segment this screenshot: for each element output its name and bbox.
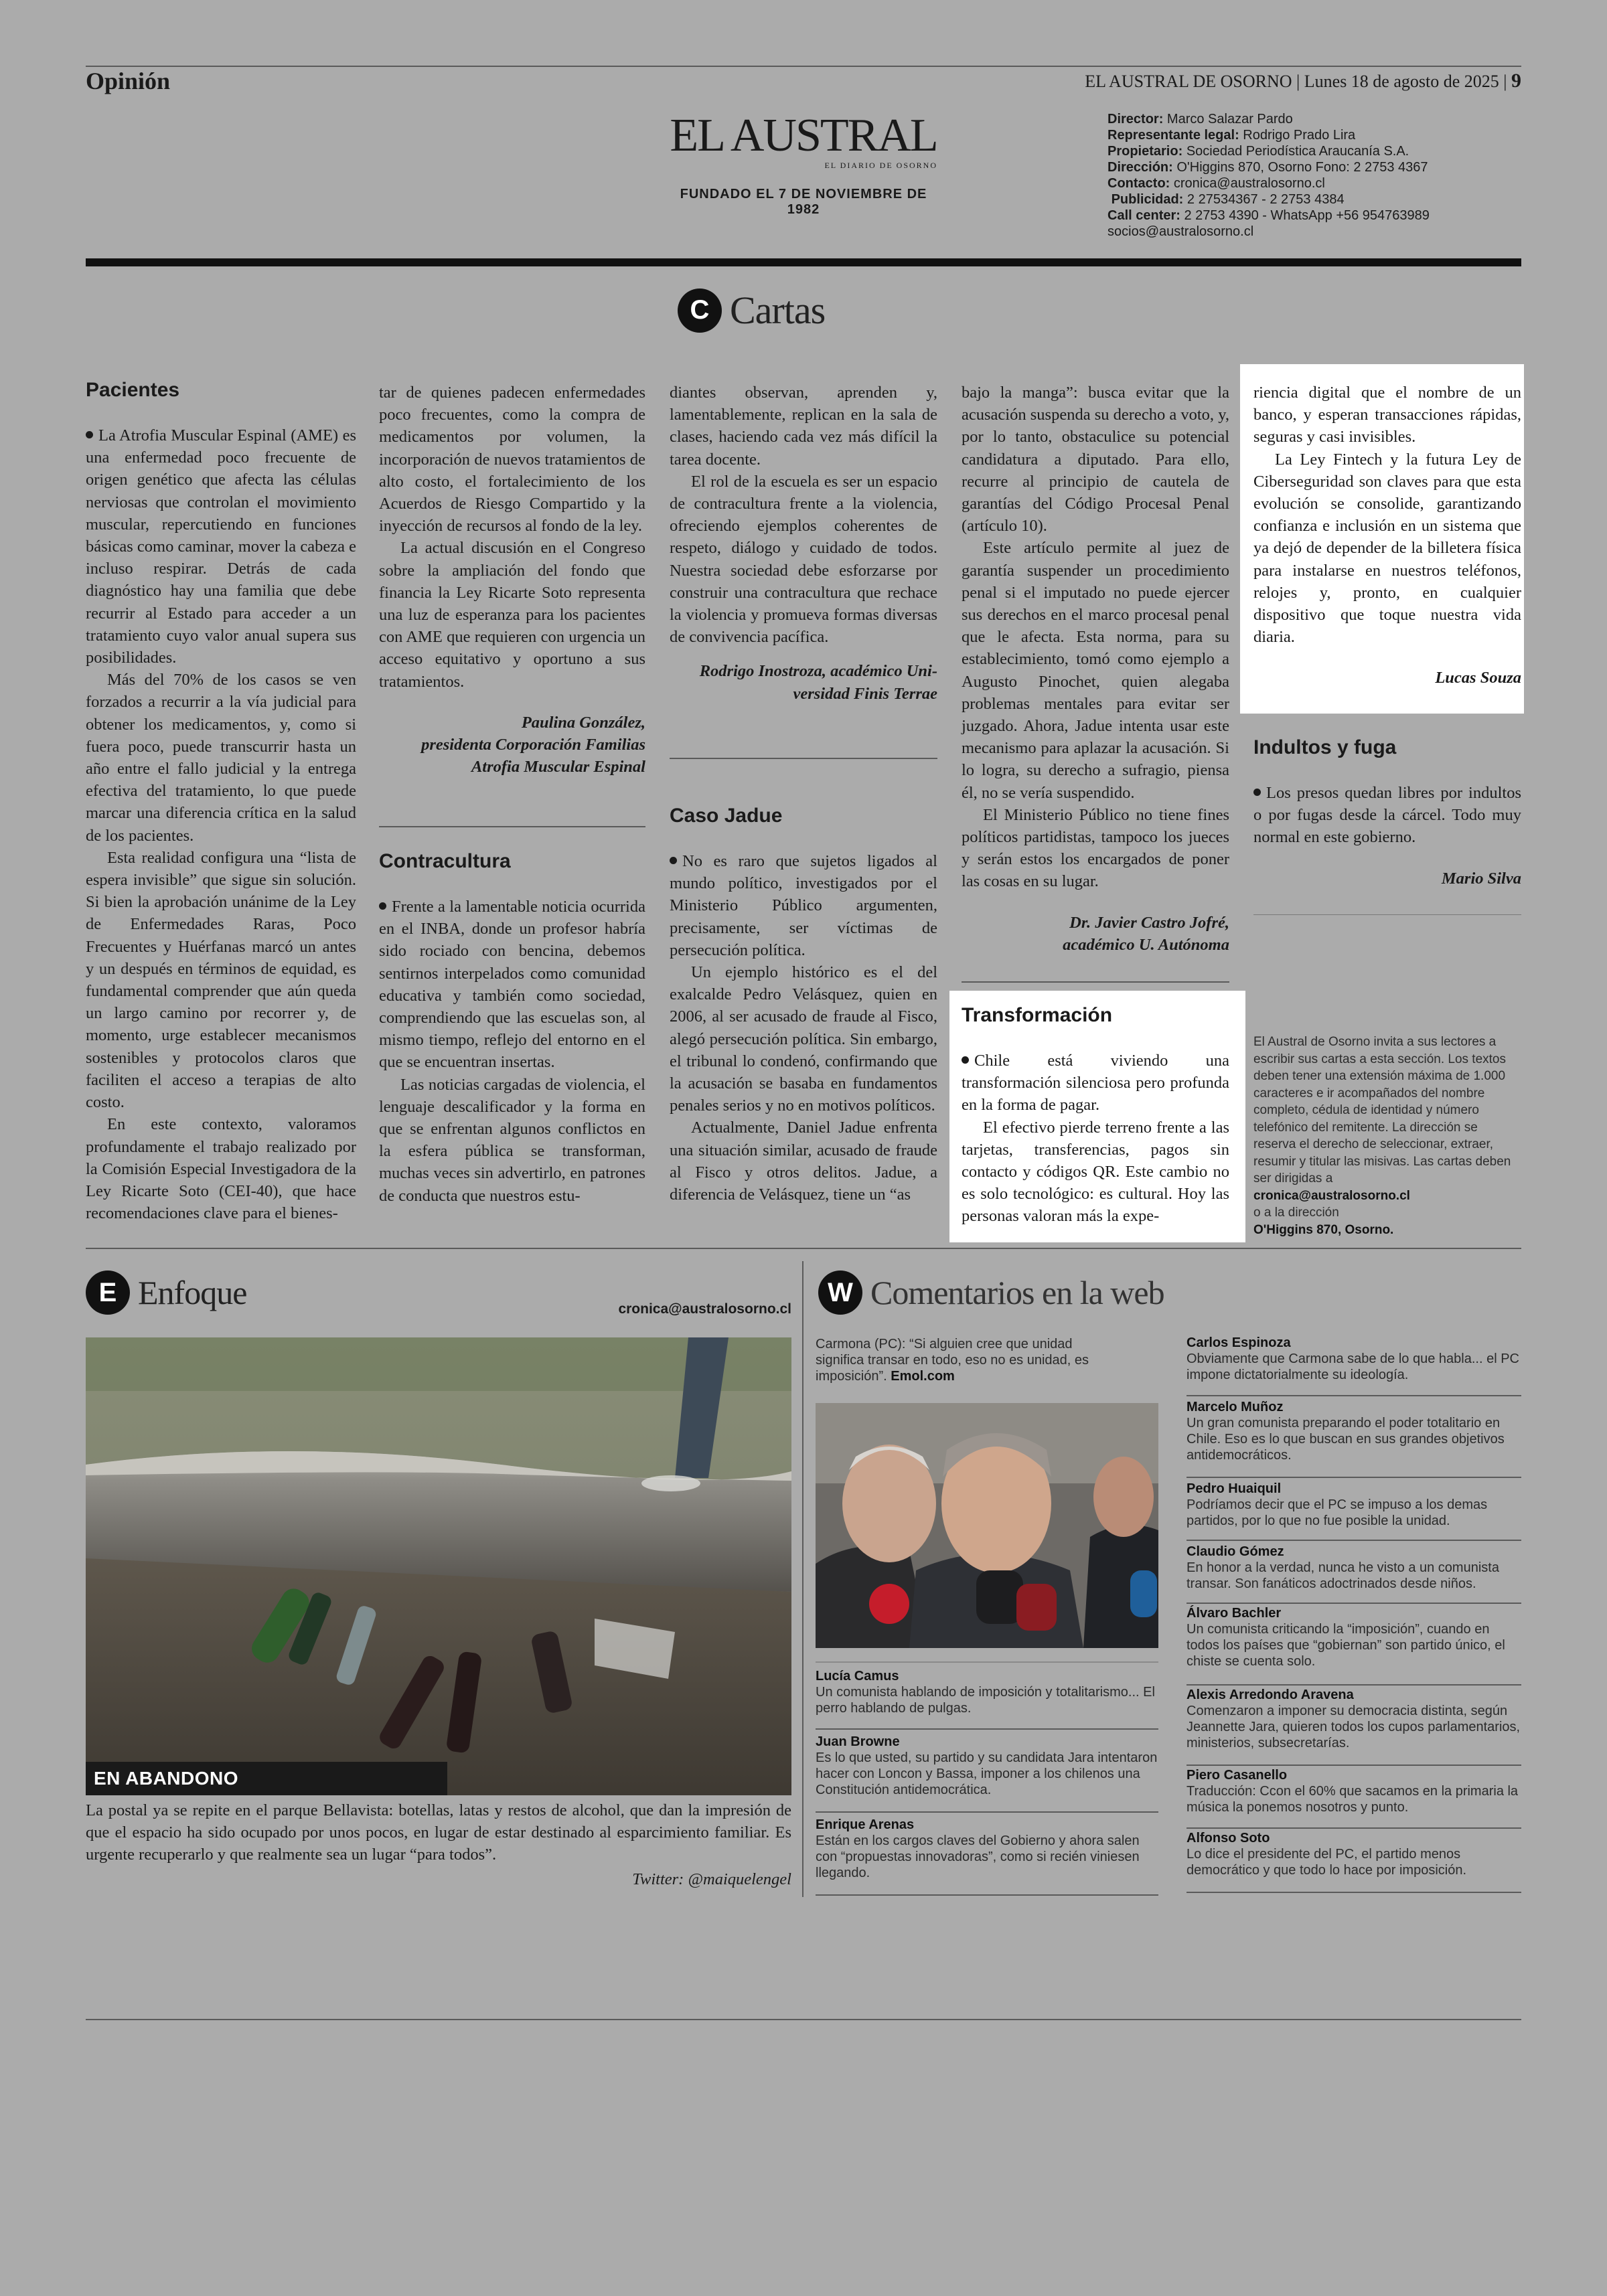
comment-divider <box>1187 1540 1521 1541</box>
comment-divider <box>1187 1765 1521 1766</box>
comment-author: Alfonso Soto <box>1187 1831 1270 1846</box>
comment-text: Comenzaron a imponer su democracia distinta, según Jeannette Jara, quieren todos los cupos parlamentarios, ministerios, subsecretarías. <box>1187 1704 1521 1750</box>
comment-text: En honor a la verdad, nunca he visto a un comunista transar. Son fanáticos adoctrinados desde niños. <box>1187 1560 1499 1591</box>
letter-caso-jadue <box>670 805 937 1206</box>
letter-paragraph: Esta realidad configura una “lista de espera invisible” que sigue sin solución. Si bien la aprobación unánime de la Ley de Enfermedades Raras, Poco Frecuentes y Huérfanas marcó un antes y un después en términos de equidad, es fundamental comprender que aún queda un largo camino por recorrer y, de momento, urge establecer mecanismos sostenibles y protocolos claros que faciliten el acceso a terapias de alto costo. <box>86 848 356 1112</box>
folio: EL AUSTRAL DE OSORNO | Lunes 18 de agosto de 2025 | 9 <box>1085 70 1521 92</box>
comment-item <box>1187 1544 1521 1592</box>
column-divider <box>379 826 645 827</box>
letter-paragraph: La actual discusión en el Congreso sobre la ampliación del fondo que financia la Ley Ricarte Soto representa una luz de esperanza para los pacientes con AME que requieren con urgencia un acceso equitativo y oportuno a sus tratamientos. <box>379 539 645 691</box>
letter-paragraph: En este contexto, valoramos profundamente el trabajo realizado por la Comisión Especial Investigadora de la Ley Ricarte Soto (CEI-40), que hace recomendaciones clave para el bienes- <box>86 1115 356 1223</box>
letter-contracultura-cont <box>670 382 937 705</box>
letter-paragraph: tar de quienes padecen enfermedades poco frecuentes, como la compra de medicamentos por volumen, la incorporación de nuevos tratamientos de alto costo, el fortalecimiento de los Acuerdos de Riesgo Compartido y la inyección de recursos al fondo de la ley. <box>379 384 645 536</box>
letter-pacientes-cont <box>379 382 645 778</box>
letter-paragraph: Las noticias cargadas de violencia, el lenguaje descalificador y la forma en que se enfrentan algunos conflictos en la esfera pública se transforman, muchas veces sin advertirlo, en patrones de conducta que nuestros estu- <box>379 1075 645 1205</box>
vertical-divider <box>802 1261 804 1897</box>
comment-divider <box>1187 1603 1521 1604</box>
bullet-icon <box>1253 789 1261 796</box>
letter-heading: Caso Jadue <box>670 805 783 827</box>
letter-transformacion <box>962 1004 1229 1228</box>
column-divider <box>670 758 937 759</box>
letter-paragraph: La Atrofia Muscular Espinal (AME) es una enfermedad poco frecuente de origen genético que afecta las células nerviosas que controlan el movimiento muscular, repercutiendo en funciones básicas como caminar, mover la cabeza e incluso respirar. Detrás de cada diagnóstico hay una familia que debe recurrir al Estado para acceder a un tratamiento cuyo valor anual supera sus posibilidades. <box>86 426 356 667</box>
letter-signature: Lucas Souza <box>1435 669 1521 687</box>
letter-heading: Transformación <box>962 1004 1113 1026</box>
comment-item <box>816 1817 1158 1881</box>
comment-divider <box>816 1811 1158 1813</box>
comment-author: Carlos Espinoza <box>1187 1335 1291 1350</box>
staff-line: socios@australosorno.cl <box>1107 224 1254 239</box>
comment-divider <box>1187 1892 1521 1893</box>
comment-author: Juan Browne <box>816 1734 900 1749</box>
comment-author: Marcelo Muñoz <box>1187 1400 1284 1414</box>
comment-author: Enrique Arenas <box>816 1817 915 1832</box>
staff-line: Propietario: Sociedad Periodística Araucanía S.A. <box>1107 144 1409 159</box>
comment-item <box>1187 1605 1521 1669</box>
letters-notice: El Austral de Osorno invita a sus lectores a escribir sus cartas a esta sección. Los textos deben tener una extensión máxima de 1.000 caracteres e ir acompañados del nombre completo, cédula de identidad y número telefónico del remitente. La dirección se reserva el derecho de seleccionar, extraer, resumir y titular las misivas. Las cartas deben ser dirigidas a cronica@australosorno.cl o a la dirección O'Higgins 870, Osorno. <box>1253 1035 1511 1237</box>
masthead <box>670 112 937 218</box>
staff-box <box>1107 111 1430 240</box>
comment-text: Un comunista hablando de imposición y totalitarismo... El perro hablando de pulgas. <box>816 1685 1155 1716</box>
photo-label: EN ABANDONO <box>86 1762 447 1795</box>
comment-divider <box>816 1728 1158 1730</box>
letter-paragraph: Frente a la lamentable noticia ocurrida en el INBA, donde un profesor habría sido rociado con bencina, debemos sentirnos interpelados como comunidad educativa y también como sociedad, comprendiendo que las escuelas son, al mismo tiempo, reflejo del entorno en el que se encuentran insertas. <box>379 898 645 1072</box>
comment-text: Podríamos decir que el PC se impuso a los demas partidos, por lo que no fue posible la unidad. <box>1187 1497 1488 1528</box>
header-top-rule <box>86 66 1521 67</box>
comment-text: Traducción: Ccon el 60% que sacamos en la primaria la música la ponemos nosotros y punto. <box>1187 1784 1519 1815</box>
letter-paragraph: El efectivo pierde terreno frente a las tarjetas, transferencias, pagos sin contacto y códigos QR. Este cambio no es solo tecnológico: es cultural. Hoy las personas valoran más la expe- <box>962 1118 1229 1226</box>
letter-transformacion-cont <box>1253 382 1521 689</box>
newspaper-name: EL AUSTRAL DE OSORNO <box>1085 72 1292 91</box>
column-divider <box>1253 914 1521 915</box>
comment-author: Lucía Camus <box>816 1669 899 1684</box>
photo-credit: Twitter: @maiquelengel <box>632 1870 791 1888</box>
comment-item <box>816 1734 1158 1798</box>
comment-item <box>1187 1399 1521 1463</box>
enfoque-email[interactable]: cronica@australosorno.cl <box>618 1301 791 1317</box>
founded-line: FUNDADO EL 7 DE NOVIEMBRE DE 1982 <box>680 187 927 217</box>
staff-line: Publicidad: 2 27534367 - 2 2753 4384 <box>1111 192 1345 207</box>
comment-item <box>1187 1481 1521 1529</box>
masthead-logo: EL AUSTRAL <box>670 110 937 161</box>
web-section-head <box>818 1270 1164 1315</box>
letter-signature: académico U. Autónoma <box>1063 935 1229 954</box>
comment-author: Alexis Arredondo Aravena <box>1187 1688 1354 1702</box>
cartas-title: Cartas <box>730 289 826 332</box>
comment-divider <box>1187 1477 1521 1478</box>
staff-line: Call center: 2 2753 4390 - WhatsApp +56 954763989 <box>1107 208 1430 223</box>
letter-paragraph: Este artículo permite al juez de garantía suspender un procedimiento penal si el imputado no puede ejercer sus derechos en el marco procesal penal que le afecta. Esta norma, para su establecimiento, tomó como ejemplo a Augusto Pinochet, quien alegaba problemas mentales para evitar ser juzgado. Ahora, Jadue intenta usar este mecanismo para aplazar la acusación. Si lo logra, su derecho a sufragio, piensa él, no se vería suspendido. <box>962 539 1229 802</box>
lead-source[interactable]: Emol.com <box>891 1369 955 1384</box>
letter-paragraph: El rol de la escuela es ser un espacio de contracultura frente a la violencia, ofreciendo ejemplos coherentes de respeto, diálogo y cuidado de todos. Nuestra sociedad debe esforzarse por construir una contracultura que rechace la violencia y promueva formas diversas de convivencia pacífica. <box>670 472 937 647</box>
letter-paragraph: La Ley Fintech y la futura Ley de Ciberseguridad son claves para que esta evolución se consolide, garantizando confianza e inclusión en un sistema que ya dejó de depender de la billetera física para instalarse en nuestros teléfonos, relojes y, pronto, en cualquier dispositivo que toque nuestra vida diaria. <box>1253 450 1521 647</box>
comment-author: Piero Casanello <box>1187 1768 1288 1783</box>
comment-item <box>816 1668 1158 1716</box>
carmona-photo <box>816 1403 1158 1648</box>
letter-signature: Paulina González, <box>521 713 645 732</box>
comment-text: Es lo que usted, su partido y su candidata Jara intentaron hacer con Loncon y Bassa, imponer a los chilenos una Constitución antidemocrática. <box>816 1750 1158 1797</box>
letter-heading: Contracultura <box>379 850 511 872</box>
letter-caso-jadue-cont <box>962 382 1229 956</box>
letter-paragraph: No es raro que sujetos ligados al mundo político, investigados por el Ministerio Público argumenten, precisamente, ser víctimas de persecución política. <box>670 852 937 959</box>
page-number: 9 <box>1511 70 1521 92</box>
staff-line: Representante legal: Rodrigo Prado Lira <box>1107 128 1356 143</box>
letter-heading: Indultos y fuga <box>1253 736 1397 758</box>
comment-divider <box>1187 1684 1521 1686</box>
column-divider <box>962 981 1229 983</box>
web-title: Comentarios en la web <box>870 1274 1164 1311</box>
comment-text: Un gran comunista preparando el poder totalitario en Chile. Eso es lo que buscan en sus grandes objetivos antidemocráticos. <box>1187 1416 1505 1463</box>
comment-author: Pedro Huaiquil <box>1187 1481 1282 1496</box>
comment-author: Claudio Gómez <box>1187 1544 1284 1559</box>
issue-date: Lunes 18 de agosto de 2025 <box>1304 72 1499 91</box>
enfoque-badge: E <box>86 1270 130 1315</box>
letter-pacientes <box>86 379 356 1224</box>
letter-signature: Dr. Javier Castro Jofré, <box>1069 913 1229 932</box>
notice-address: O'Higgins 870, Osorno. <box>1253 1222 1394 1237</box>
staff-line: Dirección: O'Higgins 870, Osorno Fono: 2 2753 4367 <box>1107 160 1428 175</box>
comment-divider <box>1187 1827 1521 1829</box>
comment-item <box>1187 1830 1521 1878</box>
enfoque-section-head <box>86 1270 246 1315</box>
letter-paragraph: El Ministerio Público no tiene fines políticos partidistas, tampoco los jueces y serán estos los encargados de poner las cosas en su lugar. <box>962 805 1229 891</box>
enfoque-caption: La postal ya se repite en el parque Bellavista: botellas, latas y restos de alcohol, que dan la impresión de que el espacio ha sido ocupado por unos pocos, en lugar de estar destinado al esparcimiento familiar. Es urgente recuperarlo y que realmente sea un lugar “para todos”. Twitter: @maiquelengel <box>86 1799 791 1890</box>
enfoque-title: Enfoque <box>138 1274 247 1311</box>
staff-line: Contacto: cronica@australosorno.cl <box>1107 176 1325 191</box>
masthead-subtitle: EL DIARIO DE OSORNO <box>824 161 937 170</box>
section-name: Opinión <box>86 68 171 94</box>
cartas-bottom-rule <box>86 1248 1521 1249</box>
comment-divider <box>1187 1395 1521 1396</box>
letter-indultos <box>1253 736 1521 890</box>
letter-paragraph: diantes observan, aprenden y, lamentablemente, replican en la sala de clases, haciendo cada vez más difícil la tarea docente. <box>670 384 937 469</box>
comment-item <box>1187 1335 1521 1383</box>
letter-paragraph: riencia digital que el nombre de un banco, y esperan transacciones rápidas, seguras y casi invisibles. <box>1253 384 1521 446</box>
carmona-photo-illustration <box>816 1403 1158 1648</box>
staff-line: Director: Marco Salazar Pardo <box>1107 112 1293 127</box>
bullet-icon <box>86 431 93 438</box>
web-badge: W <box>818 1270 862 1315</box>
comment-divider <box>816 1661 1158 1663</box>
letter-paragraph: Actualmente, Daniel Jadue enfrenta una situación similar, acusado de fraude al Fisco y otros delitos. Jadue, a diferencia de Velásquez, tiene un “as <box>670 1119 937 1204</box>
letter-paragraph: Más del 70% de los casos se ven forzados a recurrir a la vía judicial para obtener los medicamentos, y, como si fuera poco, puede transcurrir hasta un año entre el fallo judicial y la entrega efectiva del tratamiento, lo que puede marcar una diferencia crítica en la salud de los pacientes. <box>86 671 356 845</box>
lead-quote: Carmona (PC): “Si alguien cree que unidad significa transar en todo, eso no es unidad, es imposición”. Emol.com <box>816 1337 1089 1384</box>
bullet-icon <box>670 857 677 864</box>
letter-signature: Atrofia Muscular Espinal <box>471 758 645 776</box>
letter-signature: versidad Finis Terrae <box>793 684 937 703</box>
cartas-section-head <box>678 288 825 333</box>
cartas-badge: C <box>678 289 722 333</box>
bullet-icon <box>962 1056 969 1064</box>
letter-paragraph: Chile está viviendo una transformación silenciosa pero profunda en la forma de pagar. <box>962 1052 1229 1115</box>
header-thick-rule <box>86 258 1521 266</box>
comment-item <box>1187 1767 1521 1815</box>
notice-email[interactable]: cronica@australosorno.cl <box>1253 1188 1410 1203</box>
comment-divider <box>816 1894 1158 1896</box>
comment-text: Obviamente que Carmona sabe de lo que habla... el PC impone dictatorialmente su ideología. <box>1187 1351 1519 1382</box>
letter-paragraph: bajo la manga”: busca evitar que la acusación suspenda su derecho a voto, y, por lo tanto, obstaculice su potencial candidatura a diputado. Para ello, recurre al principio de cautela de garantías del Código Procesal Penal (artículo 10). <box>962 384 1229 536</box>
letter-paragraph: Los presos quedan libres por indultos o por fugas desde la cárcel. Todo muy normal en este gobierno. <box>1253 784 1521 847</box>
comment-text: Un comunista criticando la “imposición”, cuando en todos los países que “gobiernan” son partido único, el chiste se cuenta solo. <box>1187 1622 1505 1669</box>
letter-signature: Rodrigo Inostroza, académico Uni- <box>699 662 937 681</box>
comment-item <box>1187 1687 1521 1751</box>
comment-author: Álvaro Bachler <box>1187 1606 1282 1621</box>
letter-paragraph: Un ejemplo histórico es el del exalcalde Pedro Velásquez, quien en 2006, al ser acusado de fraude al Fisco, alegó persecución política. Sin embargo, el tribunal lo condenó, confirmando que la acusación se basaba en fundamentos penales serios y no en motivos políticos. <box>670 963 937 1115</box>
park-photo <box>86 1337 791 1795</box>
park-photo-illustration <box>86 1337 791 1795</box>
letter-signature: Mario Silva <box>1441 869 1521 888</box>
bullet-icon <box>379 902 386 910</box>
page-bottom-rule <box>86 2019 1521 2020</box>
comment-text: Están en los cargos claves del Gobierno y ahora salen con “propuestas innovadoras”, como si recién viniesen llegando. <box>816 1833 1140 1880</box>
letter-signature: presidenta Corporación Familias <box>421 736 645 754</box>
letter-contracultura <box>379 850 645 1207</box>
letter-heading: Pacientes <box>86 379 180 401</box>
comment-text: Lo dice el presidente del PC, el partido menos democrático y que todo lo hace por imposición. <box>1187 1847 1467 1878</box>
